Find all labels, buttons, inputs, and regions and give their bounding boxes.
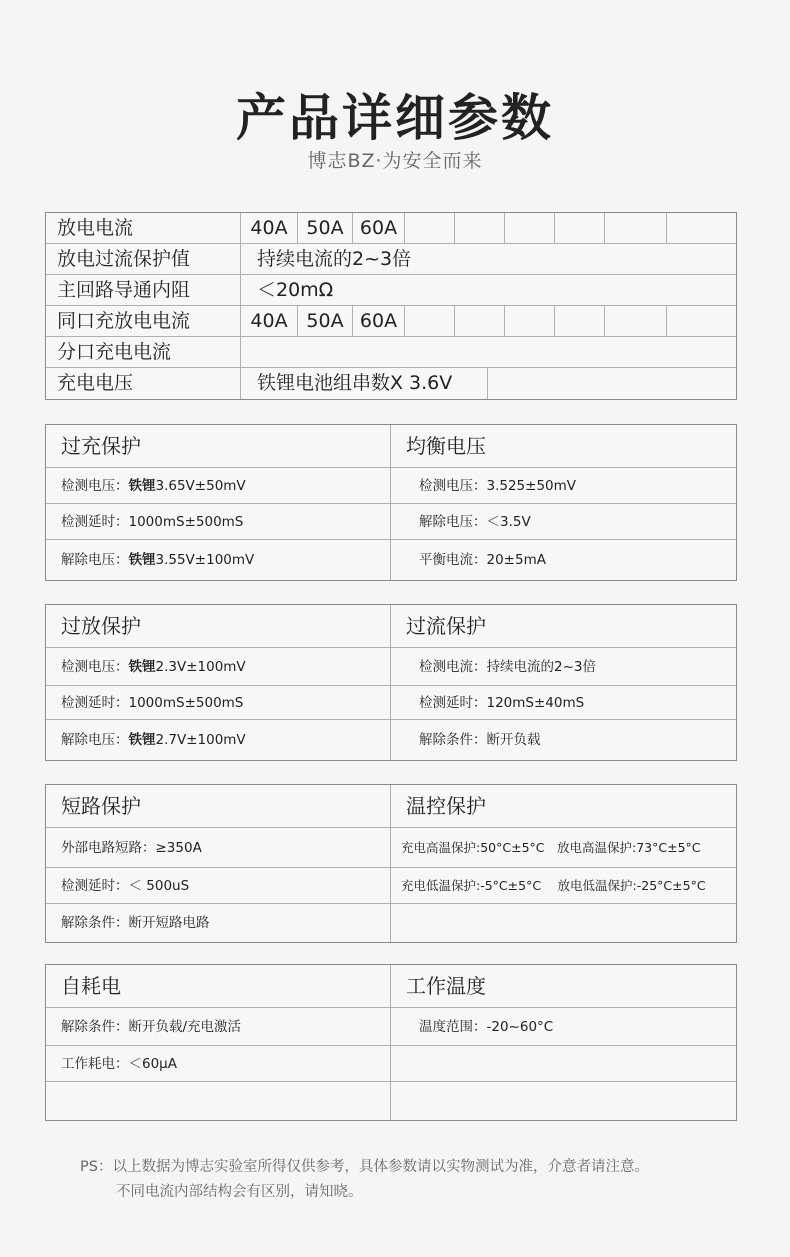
- block-title: 均衡电压: [406, 434, 486, 458]
- spec-label: 主回路导通内阻: [46, 275, 241, 305]
- field-value: ＜60μA: [128, 1056, 178, 1072]
- field-label: 解除条件：: [61, 915, 129, 931]
- field-value: 2.7V±100mV: [155, 732, 246, 748]
- empty-cell: [505, 306, 555, 336]
- field-value: 20±5mA: [486, 552, 546, 568]
- empty-cell: [405, 213, 455, 243]
- empty-cell: [488, 368, 736, 399]
- overcharge-balance-block: [45, 424, 737, 581]
- field-value: 充电高温保护:50°C±5°C 放电高温保护:73°C±5°C: [401, 840, 701, 855]
- spec-value: 铁锂电池组串数X 3.6V: [241, 368, 488, 399]
- block-row: [46, 504, 736, 540]
- field-label: 检测电压：: [61, 659, 129, 675]
- block-title: 工作温度: [406, 974, 486, 998]
- block-title: 过放保护: [46, 605, 391, 647]
- field-label: 解除条件：: [61, 1019, 129, 1035]
- block-title: 短路保护: [46, 785, 391, 827]
- block-row: [46, 540, 736, 580]
- spec-value: 60A: [353, 306, 405, 336]
- field-value: [391, 904, 736, 942]
- field-value: 3.525±50mV: [486, 478, 577, 494]
- block-row: [46, 468, 736, 504]
- field-value: 断开负载/充电激活: [128, 1019, 242, 1035]
- field-value: 3.65V±50mV: [155, 478, 246, 494]
- field-label: 平衡电流：: [419, 552, 487, 568]
- empty-cell: [505, 213, 555, 243]
- field-value: 持续电流的2~3倍: [486, 659, 596, 675]
- block-row: [46, 1046, 736, 1082]
- empty-cell: [667, 213, 736, 243]
- field-emphasis: 铁锂: [128, 478, 156, 494]
- field-value: 1000mS±500mS: [128, 695, 244, 711]
- empty-cell: [455, 213, 505, 243]
- field-emphasis: 铁锂: [128, 552, 156, 568]
- field-label: 检测延时：: [61, 695, 129, 711]
- block-title: 过流保护: [406, 614, 486, 638]
- empty-cell: [555, 306, 605, 336]
- block-row: [46, 720, 736, 760]
- field-label: 解除电压：: [61, 732, 129, 748]
- spec-row-overcurrent: [46, 244, 736, 275]
- spec-row-resistance: [46, 275, 736, 306]
- field-label: 外部电路短路：: [61, 840, 156, 856]
- spec-value: 60A: [353, 213, 405, 243]
- empty-cell: [667, 306, 736, 336]
- field-label: 检测延时：: [61, 514, 129, 530]
- field-label: 检测电压：: [61, 478, 129, 494]
- field-label: 检测电流：: [419, 659, 487, 675]
- field-value: ＜3.5V: [486, 514, 531, 530]
- spec-label: 分口充电电流: [46, 337, 241, 367]
- field-value: 断开负载: [486, 732, 541, 748]
- footer-note: [80, 1155, 649, 1205]
- spec-row-same-port: [46, 306, 736, 337]
- empty-cell: [605, 306, 667, 336]
- field-value: 2.3V±100mV: [155, 659, 246, 675]
- spec-label: 放电电流: [46, 213, 241, 243]
- field-label: 解除电压：: [419, 514, 487, 530]
- footer-line: 不同电流内部结构会有区别，请知晓。: [116, 1184, 363, 1200]
- block-title: 温控保护: [406, 794, 486, 818]
- field-value: ≥350A: [155, 840, 202, 856]
- spec-value: 持续电流的2~3倍: [257, 248, 412, 270]
- spec-value: [241, 337, 257, 367]
- spec-label: 充电电压: [46, 368, 241, 399]
- field-emphasis: 铁锂: [128, 659, 156, 675]
- block-row: [46, 686, 736, 720]
- block-title: 过充保护: [46, 425, 391, 467]
- spec-value: ＜20mΩ: [257, 279, 334, 301]
- spec-label: 同口充放电电流: [46, 306, 241, 336]
- field-value: 1000mS±500mS: [128, 514, 244, 530]
- empty-cell: [405, 306, 455, 336]
- field-label: 工作耗电：: [61, 1056, 129, 1072]
- block-row: [46, 868, 736, 904]
- field-label: 温度范围：: [419, 1019, 487, 1035]
- spec-value: 50A: [298, 306, 353, 336]
- field-value: ＜ 500uS: [128, 878, 190, 894]
- spec-label: 放电过流保护值: [46, 244, 241, 274]
- block-title: 自耗电: [46, 965, 391, 1007]
- block-row: [46, 1082, 736, 1120]
- field-value: 120mS±40mS: [486, 695, 585, 711]
- spec-row-split-charge: [46, 337, 736, 368]
- spec-value: 40A: [241, 213, 298, 243]
- spec-row-discharge-current: [46, 213, 736, 244]
- spec-table: [45, 212, 737, 400]
- field-value: 断开短路电路: [128, 915, 210, 931]
- page-subtitle: 博志BZ·为安全而来: [307, 150, 483, 172]
- block-row: [46, 828, 736, 868]
- empty-cell: [555, 213, 605, 243]
- block-row: [46, 904, 736, 942]
- spec-value: 50A: [298, 213, 353, 243]
- field-label: 检测延时：: [61, 878, 129, 894]
- footer-line: PS：以上数据为博志实验室所得仅供参考，具体参数请以实物测试为准，介意者请注意。: [80, 1159, 649, 1175]
- empty-cell: [455, 306, 505, 336]
- block-row: [46, 1008, 736, 1046]
- field-emphasis: 铁锂: [128, 732, 156, 748]
- spec-row-charge-voltage: [46, 368, 736, 399]
- field-label: 解除电压：: [61, 552, 129, 568]
- spec-value: 40A: [241, 306, 298, 336]
- empty-cell: [605, 213, 667, 243]
- field-label: 解除条件：: [419, 732, 487, 748]
- field-value: -20~60°C: [486, 1019, 554, 1035]
- field-value: 3.55V±100mV: [155, 552, 255, 568]
- block-row: [46, 648, 736, 686]
- field-value: 充电低温保护:-5°C±5°C 放电低温保护:-25°C±5°C: [401, 878, 706, 893]
- field-label: 检测电压：: [419, 478, 487, 494]
- field-label: 检测延时：: [419, 695, 487, 711]
- page-title: 产品详细参数: [236, 89, 554, 147]
- shortcircuit-temperature-block: [45, 784, 737, 943]
- overdischarge-overcurrent-block: [45, 604, 737, 761]
- selfconsumption-operating-temp-block: [45, 964, 737, 1121]
